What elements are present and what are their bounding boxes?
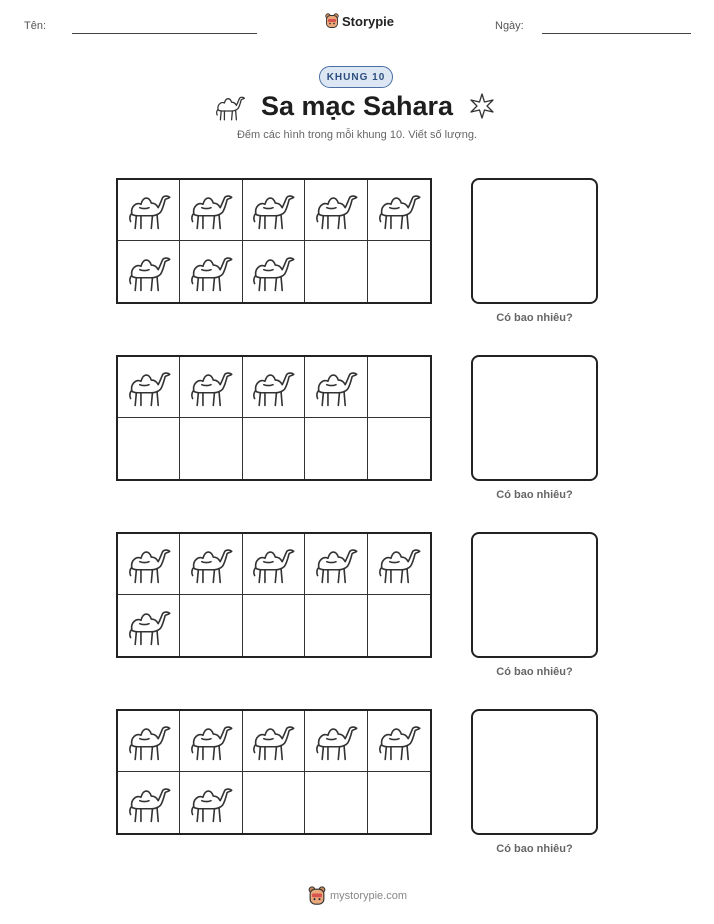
camel-icon xyxy=(188,782,234,824)
ten-frame-cell xyxy=(368,711,430,772)
ten-frame-cell xyxy=(368,534,430,595)
camel-icon xyxy=(126,605,172,647)
camel-icon xyxy=(126,251,172,293)
camel-icon xyxy=(126,189,172,231)
camel-icon xyxy=(376,189,422,231)
ten-frame-cell xyxy=(243,772,305,833)
camel-icon xyxy=(376,543,422,585)
ten-frame-cell xyxy=(243,357,305,418)
ten-frame-cell xyxy=(368,772,430,833)
camel-icon xyxy=(250,720,296,762)
camel-icon xyxy=(126,366,172,408)
answer-box[interactable] xyxy=(471,709,598,835)
ten-frame-cell xyxy=(305,180,367,241)
camel-icon xyxy=(250,366,296,408)
camel-icon xyxy=(376,720,422,762)
ten-frame-cell xyxy=(368,180,430,241)
ten-frame-cell xyxy=(243,534,305,595)
brand-logo xyxy=(325,13,394,29)
ten-frame-cell xyxy=(180,241,242,302)
ten-frame-cell xyxy=(243,180,305,241)
ten-frame-cell xyxy=(243,418,305,479)
answer-prompt: Có bao nhiêu? xyxy=(496,489,573,501)
camel-icon xyxy=(188,366,234,408)
name-label: Tên: xyxy=(24,20,47,32)
ten-frame-cell xyxy=(118,772,180,833)
bear-mascot-icon xyxy=(308,886,326,906)
ten-frame-cell xyxy=(305,534,367,595)
level-badge: KHUNG 10 xyxy=(319,66,393,88)
ten-frame-cell xyxy=(305,418,367,479)
ten-frame-cell xyxy=(243,241,305,302)
answer-prompt: Có bao nhiêu? xyxy=(496,312,573,324)
ten-frame xyxy=(116,355,432,481)
answer-box[interactable] xyxy=(471,178,598,304)
ten-frame-cell xyxy=(180,357,242,418)
camel-icon xyxy=(188,720,234,762)
ten-frame xyxy=(116,178,432,304)
footer-site: mystorypie.com xyxy=(330,890,408,902)
ten-frame-cell xyxy=(368,357,430,418)
ten-frame-cell xyxy=(180,418,242,479)
ten-frame-cell xyxy=(118,357,180,418)
page-title: Sa mạc Sahara xyxy=(260,91,454,121)
camel-icon xyxy=(126,543,172,585)
camel-icon xyxy=(313,189,359,231)
answer-box[interactable] xyxy=(471,532,598,658)
ten-frame-cell xyxy=(180,772,242,833)
camel-icon xyxy=(250,543,296,585)
ten-frame-cell xyxy=(368,595,430,656)
camel-icon xyxy=(188,189,234,231)
ten-frame xyxy=(116,532,432,658)
date-label: Ngày: xyxy=(495,20,524,32)
camel-icon xyxy=(250,251,296,293)
camel-icon xyxy=(250,189,296,231)
camel-icon xyxy=(188,251,234,293)
date-line[interactable] xyxy=(542,33,691,34)
camel-icon xyxy=(126,720,172,762)
camel-icon xyxy=(313,543,359,585)
ten-frame-cell xyxy=(118,241,180,302)
ten-frame-cell xyxy=(305,357,367,418)
ten-frame-cell xyxy=(305,772,367,833)
ten-frame-cell xyxy=(118,180,180,241)
ten-frame-cell xyxy=(118,534,180,595)
ten-frame-cell xyxy=(368,418,430,479)
name-line[interactable] xyxy=(72,33,257,34)
footer xyxy=(308,886,407,906)
ten-frame-cell xyxy=(243,595,305,656)
ten-frame-cell xyxy=(368,241,430,302)
ten-frame-cell xyxy=(305,241,367,302)
brand-name: Storypie xyxy=(342,13,395,29)
ten-frame-cell xyxy=(305,711,367,772)
camel-icon xyxy=(126,782,172,824)
ten-frame-cell xyxy=(118,711,180,772)
camel-icon xyxy=(313,720,359,762)
answer-prompt: Có bao nhiêu? xyxy=(496,843,573,855)
ten-frame-cell xyxy=(243,711,305,772)
sparkle-star-icon xyxy=(467,92,497,120)
answer-box[interactable] xyxy=(471,355,598,481)
ten-frame-cell xyxy=(118,418,180,479)
answer-prompt: Có bao nhiêu? xyxy=(496,666,573,678)
ten-frame-cell xyxy=(180,534,242,595)
ten-frame xyxy=(116,709,432,835)
ten-frame-cell xyxy=(305,595,367,656)
camel-icon xyxy=(313,366,359,408)
bear-mascot-icon xyxy=(325,13,339,29)
camel-icon xyxy=(188,543,234,585)
ten-frame-cell xyxy=(180,711,242,772)
ten-frame-cell xyxy=(180,180,242,241)
instructions: Đếm các hình trong mỗi khung 10. Viết số lượng. xyxy=(236,129,477,141)
ten-frame-cell xyxy=(118,595,180,656)
ten-frame-cell xyxy=(180,595,242,656)
